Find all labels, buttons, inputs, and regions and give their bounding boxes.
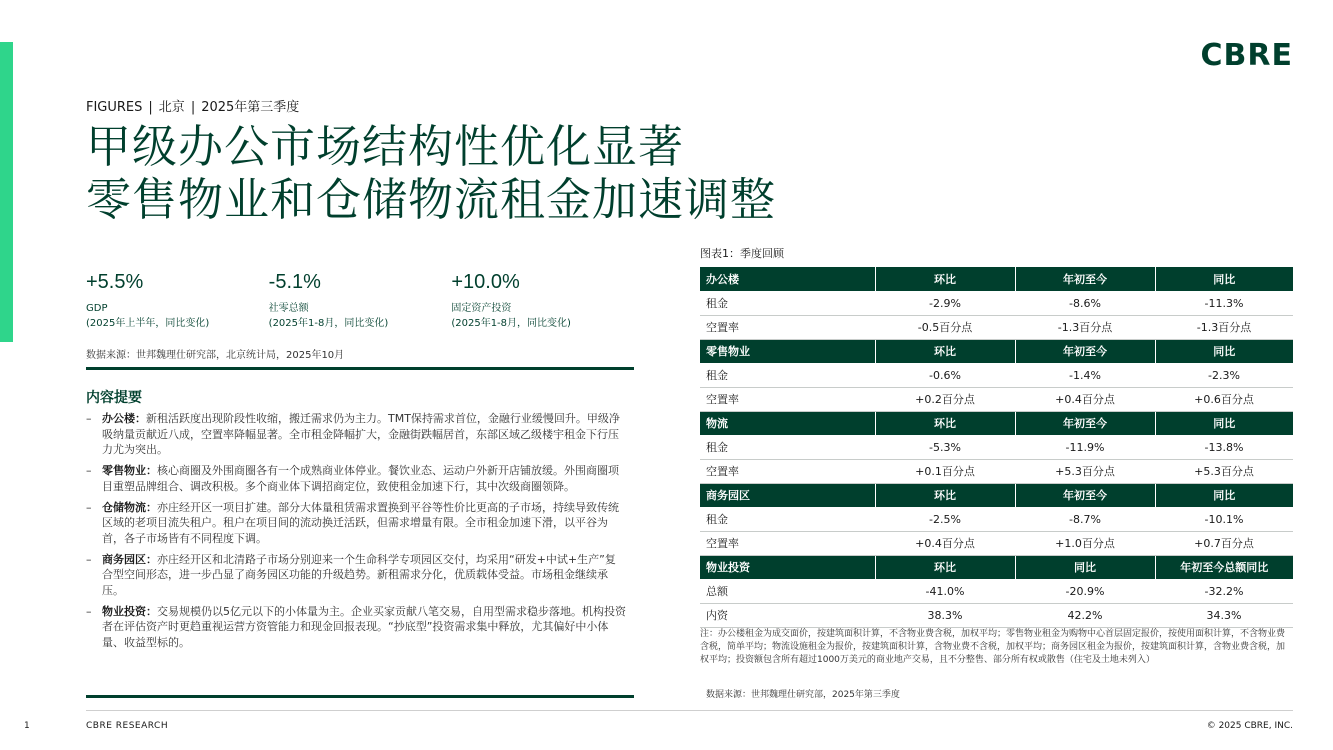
row-label: 空置率	[700, 387, 875, 411]
summary-text: 亦庄经开区和北清路子市场分别迎来一个生命科学专项园区交付，均采用“研发+中试+生产”复合型空间形态，进一步凸显了商务园区功能的升级趋势。新租需求分化，优质载体受益。市场租金继续承压。	[102, 552, 616, 597]
table-cell: -1.3百分点	[1015, 315, 1155, 339]
table-cell: -13.8%	[1155, 435, 1293, 459]
table-cell: -11.9%	[1015, 435, 1155, 459]
table-cell: -0.5百分点	[875, 315, 1015, 339]
summary-title: 内容提要	[86, 390, 142, 406]
kpi-sub: (2025年1-8月，同比变化)	[268, 318, 389, 329]
row-label: 空置率	[700, 315, 875, 339]
table-row	[700, 315, 1293, 339]
table-cell: -2.3%	[1155, 363, 1293, 387]
table-cell: -0.6%	[875, 363, 1015, 387]
bullet-dash: –	[86, 552, 92, 566]
row-label: 空置率	[700, 459, 875, 483]
divider	[86, 367, 634, 370]
table-cell: +0.4百分点	[875, 531, 1015, 555]
kpi-retail-sales	[269, 270, 452, 331]
column-header: 环比	[875, 339, 1015, 363]
kpi-value: -5.1%	[268, 271, 321, 293]
separator: |	[148, 100, 153, 115]
bullet-dash: –	[86, 412, 92, 425]
table-section-header	[700, 267, 1293, 291]
column-header: 同比	[1155, 339, 1293, 363]
kpi-row	[86, 270, 634, 331]
table-cell: -2.5%	[875, 507, 1015, 531]
column-header: 年初至今	[1015, 483, 1155, 507]
summary-text: 核心商圈及外围商圈各有一个成熟商业体停业。餐饮业态、运动户外新开店铺放缓。外围商圈项目重塑品牌组合、调改积极。多个商业体下调招商定位，致使租金加速下行，其中次级商圈领降。	[102, 464, 619, 493]
table-cell: -8.7%	[1015, 507, 1155, 531]
table-cell: +5.3百分点	[1155, 459, 1293, 483]
table-row	[700, 531, 1293, 555]
table-cell: +5.3百分点	[1015, 459, 1155, 483]
table-section-header	[700, 555, 1293, 579]
accent-bar	[0, 42, 13, 342]
report-eyebrow	[86, 96, 299, 115]
quarterly-review-table	[700, 267, 1293, 628]
row-label: 内资	[700, 603, 875, 627]
kpi-sub: (2025年1-8月，同比变化)	[451, 318, 571, 329]
summary-lead: 零售物业：	[102, 464, 157, 477]
table-cell: +0.2百分点	[875, 387, 1015, 411]
summary-item-retail	[86, 463, 626, 494]
row-label: 租金	[700, 435, 875, 459]
section-title: 办公楼	[700, 267, 875, 291]
table-cell: -2.9%	[875, 291, 1015, 315]
summary-lead: 物业投资：	[102, 604, 157, 618]
title-line-1: 甲级办公市场结构性优化显著	[86, 120, 685, 173]
column-header: 年初至今总额同比	[1155, 555, 1293, 579]
table-cell: +0.4百分点	[1015, 387, 1155, 411]
table-cell: -1.3百分点	[1155, 315, 1293, 339]
summary-item-logistics	[86, 500, 626, 547]
table-cell: +0.1百分点	[875, 459, 1015, 483]
column-header: 年初至今	[1015, 411, 1155, 435]
column-header: 年初至今	[1015, 339, 1155, 363]
footer-copyright: © 2025 CBRE, INC.	[1206, 721, 1293, 731]
divider	[86, 695, 634, 698]
column-header: 环比	[875, 411, 1015, 435]
period-label: 2025年第三季度	[201, 100, 300, 115]
bullet-dash: –	[86, 604, 92, 618]
cbre-logo: CBRE	[1200, 38, 1293, 73]
table-cell: -10.1%	[1155, 507, 1293, 531]
table-cell: 38.3%	[875, 603, 1015, 627]
table-cell: -8.6%	[1015, 291, 1155, 315]
city-label: 北京	[158, 100, 185, 115]
section-title: 零售物业	[700, 339, 875, 363]
column-header: 同比	[1155, 483, 1293, 507]
row-label: 租金	[700, 507, 875, 531]
kpi-fixed-asset-investment	[451, 270, 634, 331]
page-title	[86, 120, 776, 226]
kpi-source: 数据来源：世邦魏理仕研究部，北京统计局，2025年10月	[86, 350, 345, 361]
page-number: 1	[24, 721, 30, 731]
table-row	[700, 291, 1293, 315]
table-cell: -11.3%	[1155, 291, 1293, 315]
table-row	[700, 459, 1293, 483]
kpi-sub: (2025年上半年，同比变化)	[86, 318, 210, 329]
column-header: 同比	[1155, 267, 1293, 291]
summary-lead: 办公楼：	[102, 412, 146, 425]
table-cell: -32.2%	[1155, 579, 1293, 603]
summary-list	[86, 411, 626, 656]
column-header: 同比	[1015, 555, 1155, 579]
section-title: 商务园区	[700, 483, 875, 507]
table-row	[700, 363, 1293, 387]
table-cell: 42.2%	[1015, 603, 1155, 627]
table-row	[700, 507, 1293, 531]
kpi-label: 社零总额	[268, 303, 309, 314]
table-row	[700, 579, 1293, 603]
column-header: 同比	[1155, 411, 1293, 435]
kpi-value: +5.5%	[86, 271, 144, 293]
column-header: 环比	[875, 555, 1015, 579]
table-section-header	[700, 483, 1293, 507]
kpi-value: +10.0%	[451, 271, 520, 293]
table-note: 注：办公楼租金为成交面价，按建筑面积计算，不含物业费含税，加权平均；零售物业租金为购物中心首层固定报价，按使用面积计算，不含物业费含税，简单平均；物流设施租金为报价，按建筑面积计算，含物业费不含税，加权平均；商务园区租金为报价，按建筑面积计算，含物业费含税，加权平均；投资额包含所有超过1000万美元的商业地产交易，且不分整售、部分所有权或散售（住宅及土地未列入）	[700, 629, 1286, 665]
summary-lead: 仓储物流：	[102, 500, 157, 514]
table-row	[700, 603, 1293, 627]
summary-text: 新租活跃度出现阶段性收缩，搬迁需求仍为主力。TMT保持需求首位，金融行业缓慢回升。甲级净吸纳量贡献近八成，空置率降幅显著。全市租金降幅扩大，金融街跌幅居首，东部区域乙级楼宇租金下行压力尤为突出。	[102, 412, 620, 456]
kpi-gdp	[86, 270, 269, 331]
table-row	[700, 387, 1293, 411]
table-caption: 图表1：季度回顾	[700, 247, 784, 260]
column-header: 年初至今	[1015, 267, 1155, 291]
row-label: 空置率	[700, 531, 875, 555]
summary-text: 亦庄经开区一项目扩建。部分大体量租赁需求置换到平谷等性价比更高的子市场，持续导致传统区域的老项目流失租户。租户在项目间的流动换迁活跃，但需求增量有限。全市租金加速下滑，以平谷为首，各子市场皆有不同程度下调。	[102, 500, 619, 545]
table-cell: -5.3%	[875, 435, 1015, 459]
summary-item-office	[86, 411, 626, 458]
table-row	[700, 435, 1293, 459]
kpi-label: GDP	[86, 303, 108, 314]
column-header: 环比	[875, 267, 1015, 291]
row-label: 租金	[700, 291, 875, 315]
table-cell: +0.6百分点	[1155, 387, 1293, 411]
summary-item-investment	[86, 604, 626, 651]
table-cell: -20.9%	[1015, 579, 1155, 603]
kpi-label: 固定资产投资	[451, 303, 512, 314]
section-title: 物流	[700, 411, 875, 435]
row-label: 总额	[700, 579, 875, 603]
summary-item-business-park	[86, 552, 626, 599]
table-section-header	[700, 411, 1293, 435]
column-header: 环比	[875, 483, 1015, 507]
table-cell: -41.0%	[875, 579, 1015, 603]
table-source: 数据来源：世邦魏理仕研究部，2025年第三季度	[706, 690, 900, 700]
summary-text: 交易规模仍以5亿元以下的小体量为主。企业买家贡献八笔交易，自用型需求稳步落地。机构投资者在评估资产时更趋重视运营方资管能力和现金回报表现。“抄底型”投资需求集中释放，尤其偏好中小体量、收益型标的。	[102, 604, 626, 649]
title-line-2: 零售物业和仓储物流租金加速调整	[86, 173, 777, 226]
table-section-header	[700, 339, 1293, 363]
row-label: 租金	[700, 363, 875, 387]
separator: |	[190, 100, 196, 115]
table-cell: 34.3%	[1155, 603, 1293, 627]
summary-lead: 商务园区：	[102, 552, 157, 566]
footer-divider	[86, 710, 1293, 711]
bullet-dash: –	[86, 464, 92, 477]
table-cell: -1.4%	[1015, 363, 1155, 387]
series-label: FIGURES	[86, 100, 143, 115]
section-title: 物业投资	[700, 555, 875, 579]
table-cell: +1.0百分点	[1015, 531, 1155, 555]
table-cell: +0.7百分点	[1155, 531, 1293, 555]
footer-publisher: CBRE RESEARCH	[86, 721, 169, 731]
bullet-dash: –	[86, 500, 92, 514]
